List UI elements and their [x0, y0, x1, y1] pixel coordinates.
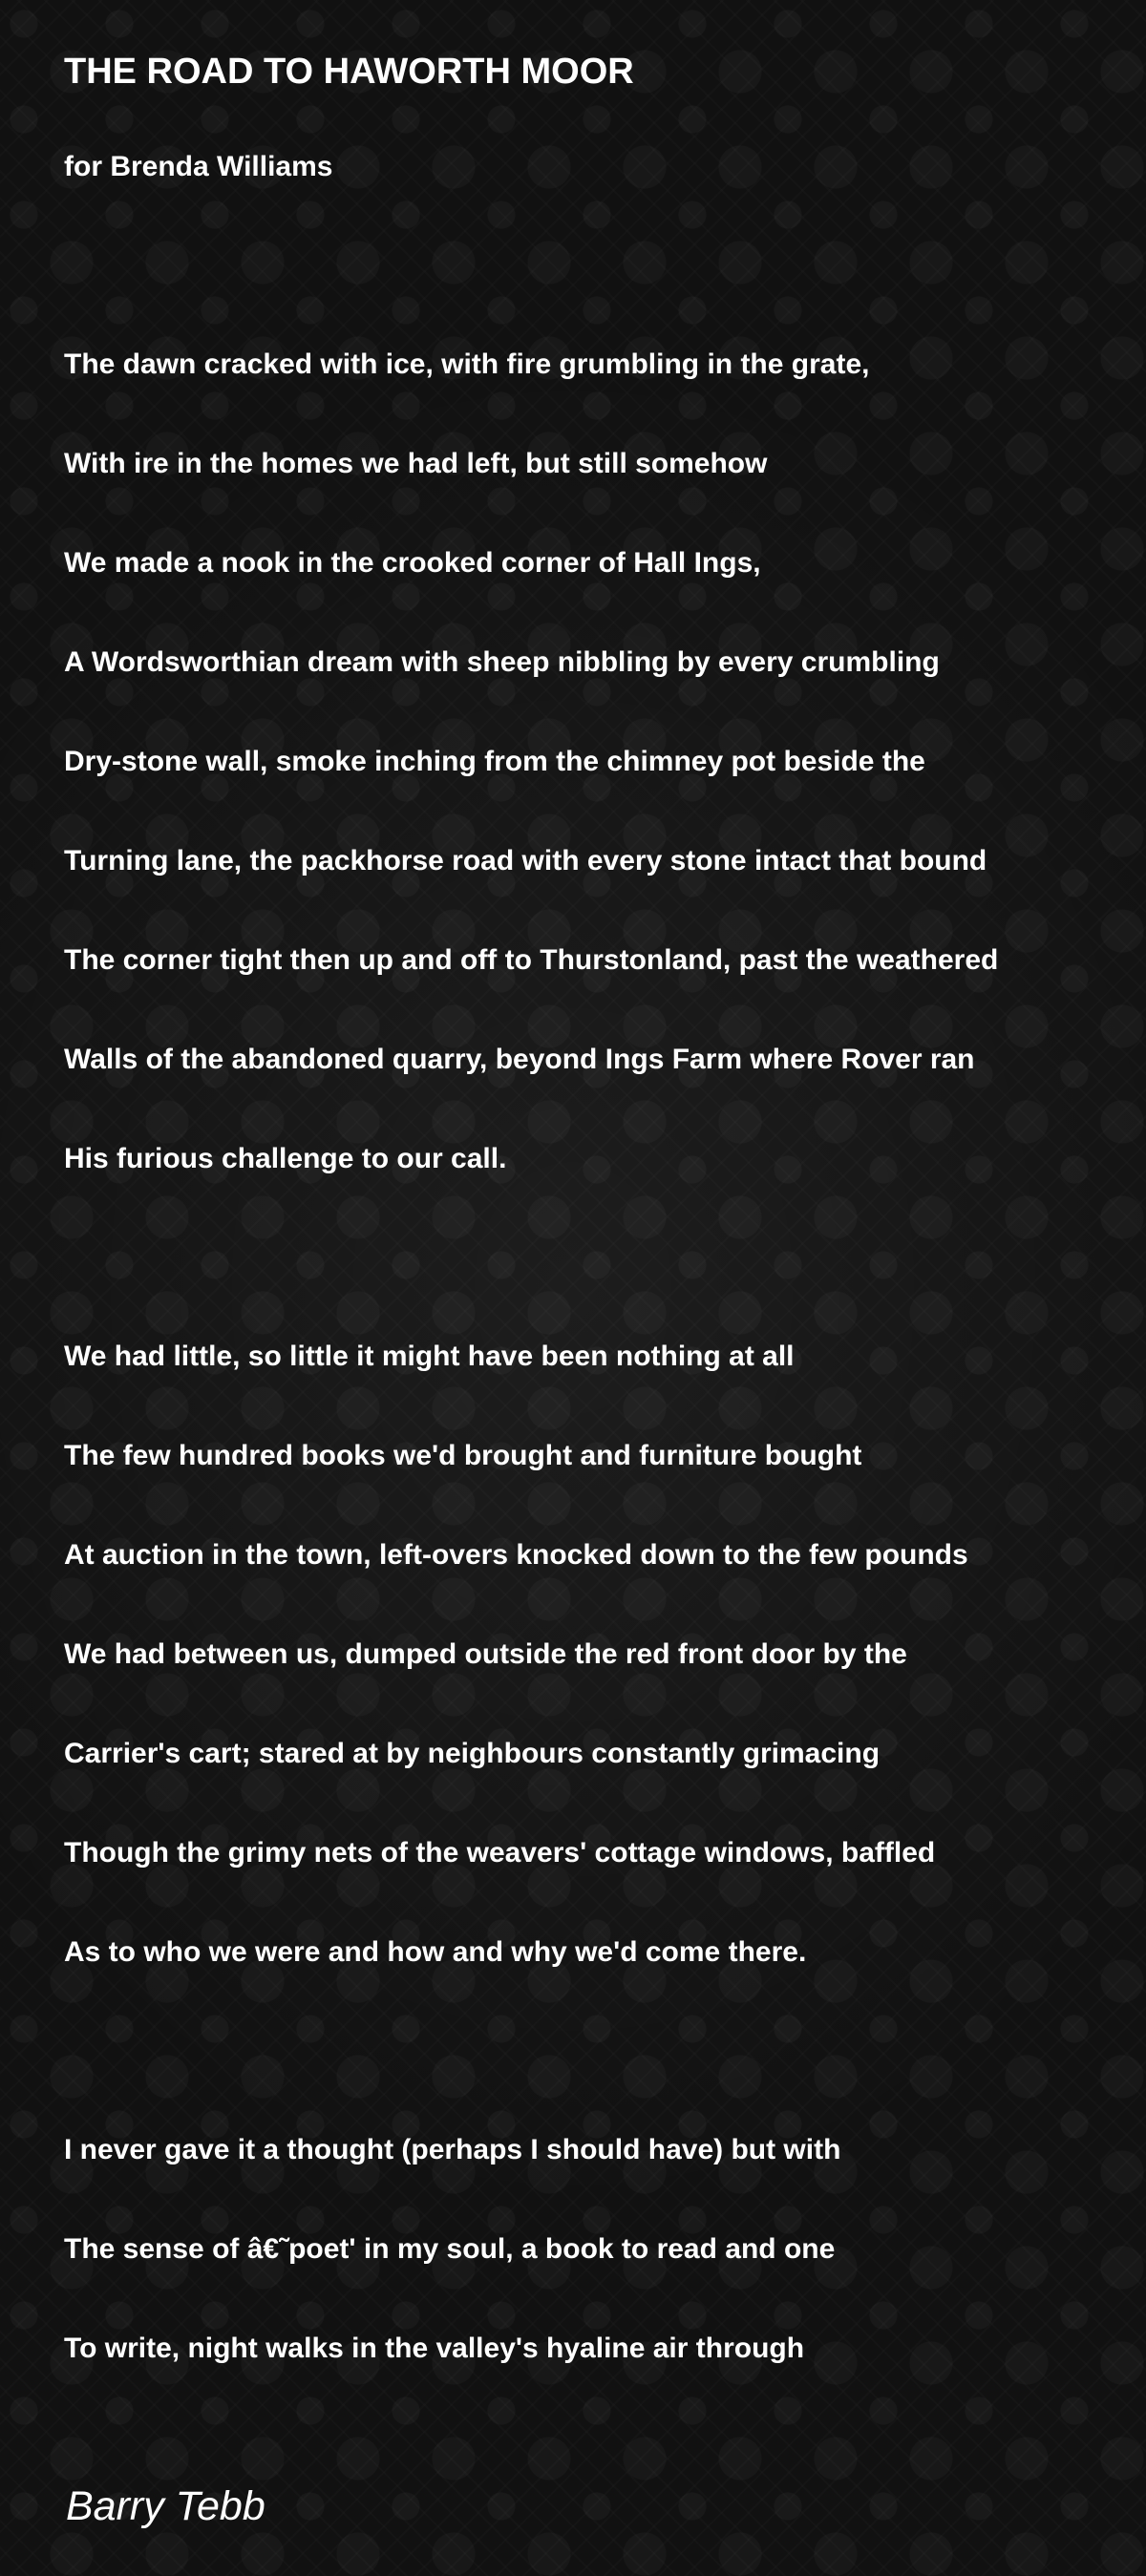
poem-line: Dry-stone wall, smoke inching from the chimney pot beside the [64, 746, 925, 777]
poem-line: Though the grimy nets of the weavers' cottage windows, baffled [64, 1837, 936, 1869]
poem-line: A Wordsworthian dream with sheep nibbling by every crumbling [64, 646, 940, 678]
poem-line: At auction in the town, left-overs knocked down to the few pounds [64, 1539, 968, 1571]
poem-line: Turning lane, the packhorse road with every stone intact that bound [64, 845, 987, 876]
poem-line: Walls of the abandoned quarry, beyond Ings Farm where Rover ran [64, 1044, 975, 1075]
poem-line: We made a nook in the crooked corner of Hall Ings, [64, 547, 761, 579]
poem-author: Barry Tebb [66, 2483, 265, 2529]
poem-line: As to who we were and how and why we'd come there. [64, 1936, 807, 1968]
poem-line: To write, night walks in the valley's hyaline air through [64, 2333, 805, 2364]
poem-line: Carrier's cart; stared at by neighbours constantly grimacing [64, 1738, 881, 1769]
poem-line: We had little, so little it might have been nothing at all [64, 1341, 795, 1372]
stanza-1 [64, 346, 998, 1239]
stanza-2 [64, 1338, 968, 2033]
poem-line: The dawn cracked with ice, with fire grumbling in the grate, [64, 348, 870, 380]
poem-line: His furious challenge to our call. [64, 1143, 507, 1174]
poem-dedication: for Brenda Williams [64, 151, 333, 182]
poem-line: We had between us, dumped outside the red front door by the [64, 1638, 907, 1670]
stanza-3 [64, 2131, 840, 2429]
poem-line: With ire in the homes we had left, but still somehow [64, 448, 768, 479]
poem-line: The corner tight then up and off to Thurstonland, past the weathered [64, 944, 999, 976]
poem-title: THE ROAD TO HAWORTH MOOR [64, 52, 634, 92]
poem-line: The sense of â€˜poet' in my soul, a book to read and one [64, 2233, 836, 2265]
poem-line: The few hundred books we'd brought and furniture bought [64, 1440, 862, 1471]
poem-line: I never gave it a thought (perhaps I should have) but with [64, 2134, 841, 2165]
